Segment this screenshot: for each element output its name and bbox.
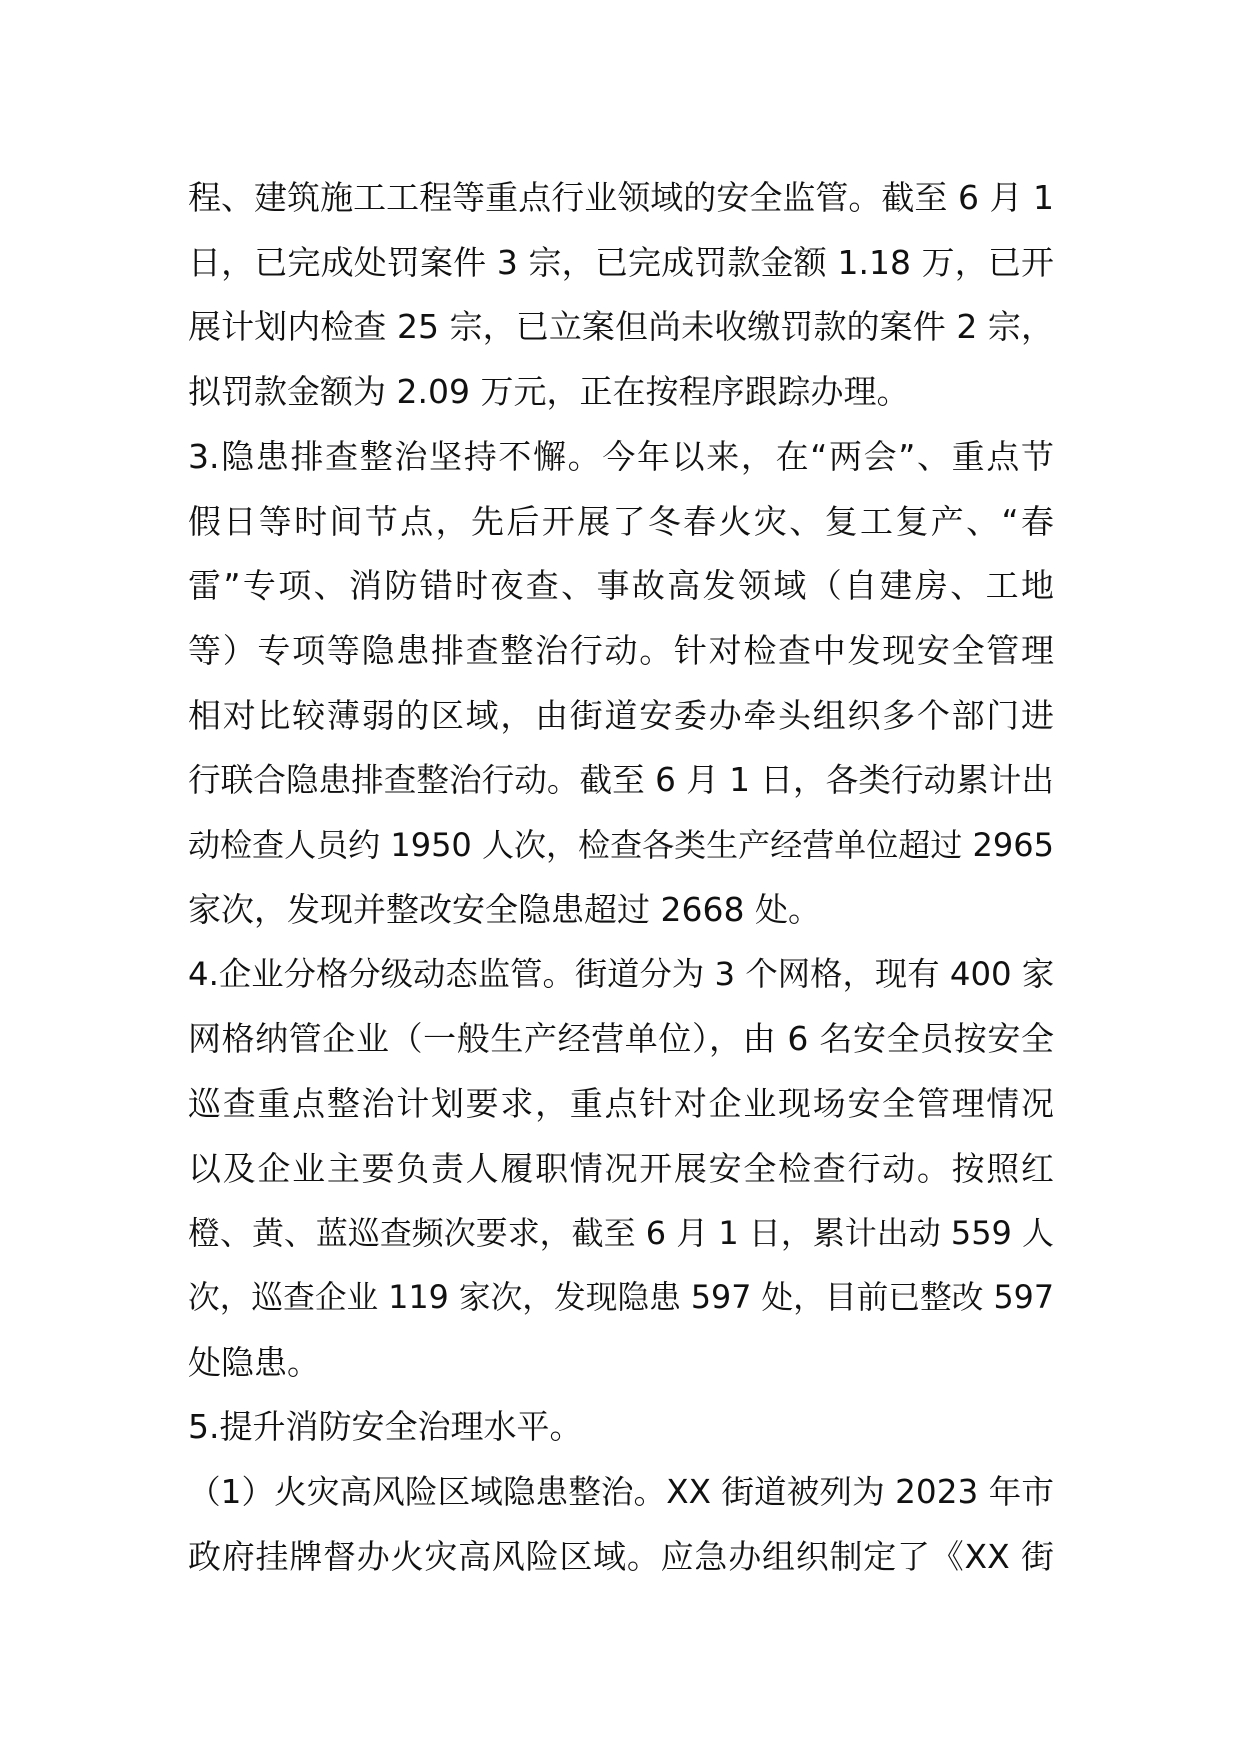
document-body: [188, 166, 1054, 1589]
paragraph-3-line-7: 处隐患。: [188, 1342, 320, 1382]
paragraph-1-line-2: 日，已完成处罚案件 3 宗，已完成罚款金额 1.18 万，已开: [188, 242, 1054, 282]
paragraph-2-line-4: 等）专项等隐患排查整治行动。针对检查中发现安全管理: [188, 630, 1054, 670]
paragraph-2-line-5: 相对比较薄弱的区域，由街道安委办牵头组织多个部门进: [188, 695, 1054, 735]
paragraph-2-line-8: 家次，发现并整改安全隐患超过 2668 处。: [188, 889, 821, 929]
paragraph-5-line-2: 政府挂牌督办火灾高风险区域。应急办组织制定了《XX 街: [188, 1536, 1054, 1576]
paragraph-2-line-7: 动检查人员约 1950 人次，检查各类生产经营单位超过 2965: [188, 826, 1054, 865]
paragraph-3-line-6: 次，巡查企业 119 家次，发现隐患 597 处，目前已整改 597: [188, 1279, 1054, 1316]
paragraph-1-line-3: 展计划内检查 25 宗，已立案但尚未收缴罚款的案件 2 宗，: [188, 307, 1054, 347]
paragraph-2-line-6: 行联合隐患排查整治行动。截至 6 月 1 日，各类行动累计出: [188, 761, 1054, 800]
paragraph-5-line-1: （1）火灾高风险区域隐患整治。XX 街道被列为 2023 年市: [188, 1473, 1054, 1512]
paragraph-4-line-1: 5.提升消防安全治理水平。: [188, 1407, 583, 1447]
paragraph-2-line-2: 假日等时间节点，先后开展了冬春火灾、复工复产、“春: [188, 501, 1054, 541]
paragraph-1-line-1: 程、建筑施工工程等重点行业领域的安全监管。截至 6 月 1: [188, 178, 1054, 217]
paragraph-3-line-1: 4.企业分格分级动态监管。街道分为 3 个网格，现有 400 家: [188, 955, 1055, 994]
paragraph-3-line-3: 巡查重点整治计划要求，重点针对企业现场安全管理情况: [188, 1083, 1054, 1123]
paragraph-3-line-5: 橙、黄、蓝巡查频次要求，截至 6 月 1 日，累计出动 559 人: [188, 1214, 1054, 1253]
paragraph-3-line-2: 网格纳管企业（一般生产经营单位），由 6 名安全员按安全: [188, 1019, 1054, 1059]
paragraph-2-line-1: 3.隐患排查整治坚持不懈。今年以来，在“两会”、重点节: [188, 436, 1054, 476]
paragraph-3-line-4: 以及企业主要负责人履职情况开展安全检查行动。按照红: [188, 1148, 1054, 1188]
paragraph-2-line-3: 雷”专项、消防错时夜查、事故高发领域（自建房、工地: [188, 566, 1054, 606]
paragraph-1-line-4: 拟罚款金额为 2.09 万元，正在按程序跟踪办理。: [188, 372, 910, 412]
